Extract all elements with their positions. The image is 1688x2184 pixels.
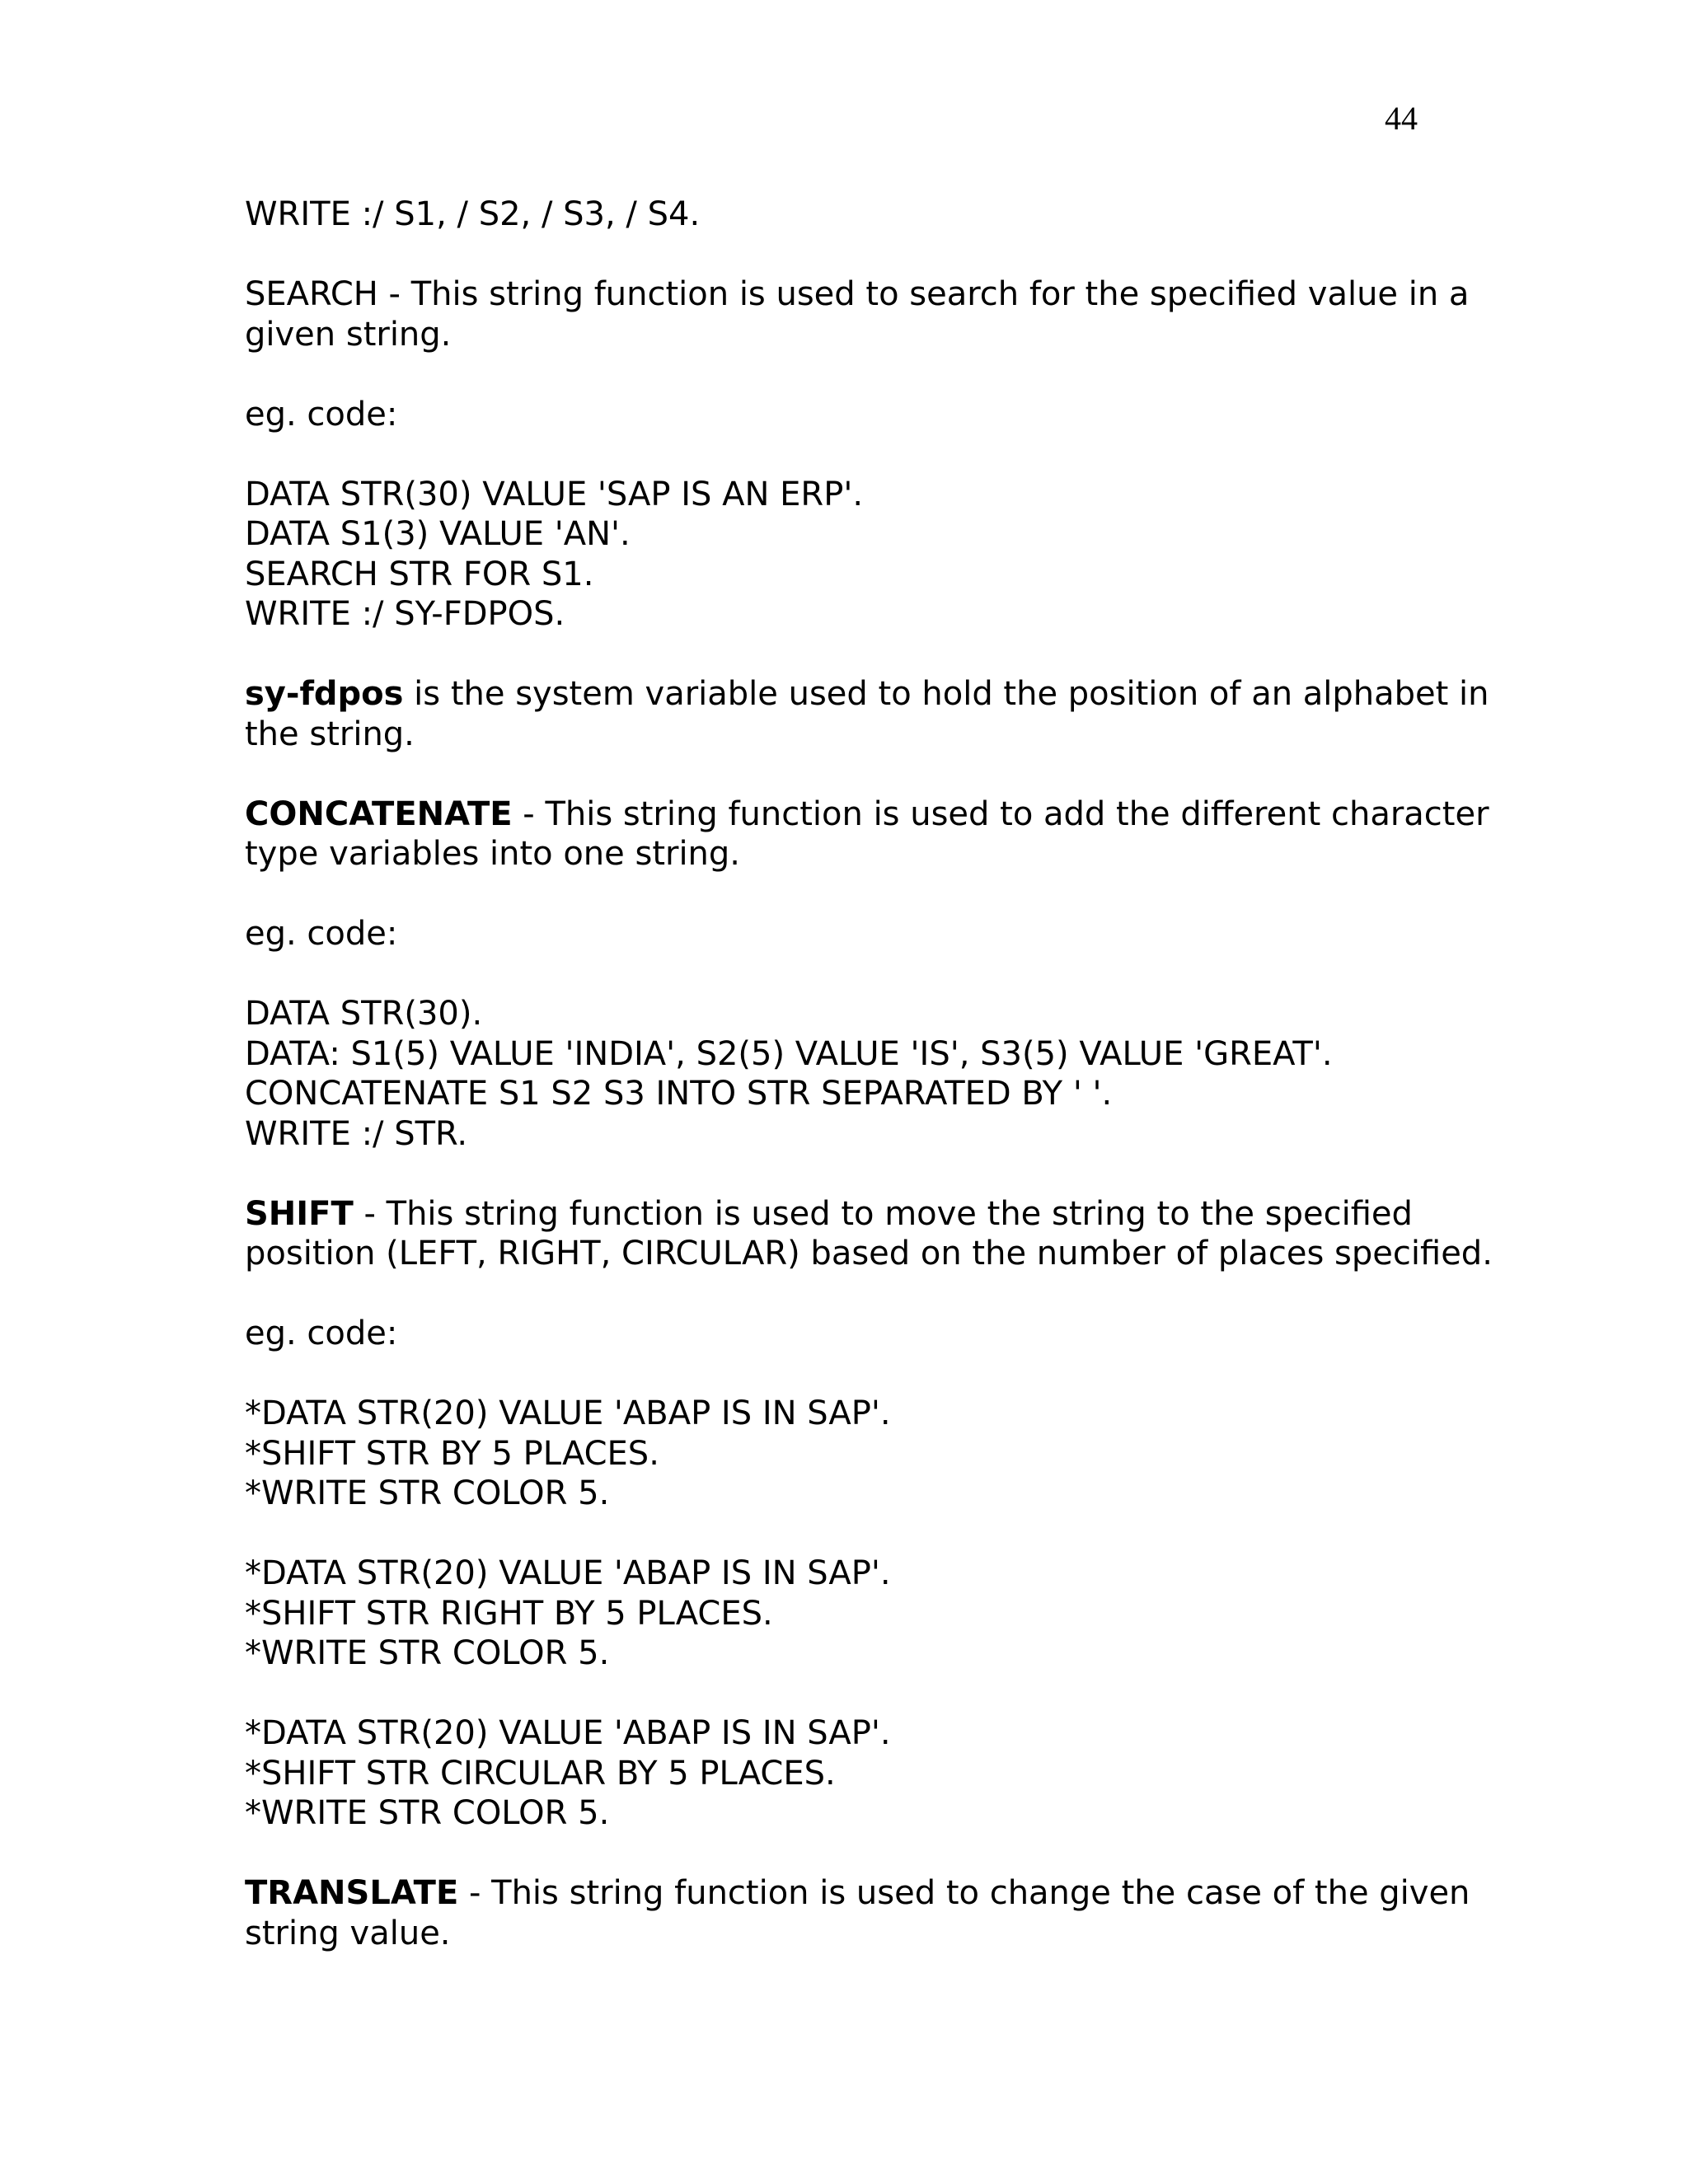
code-line: *WRITE STR COLOR 5. (245, 1794, 610, 1832)
code-line: WRITE :/ S1, / S2, / S3, / S4. (245, 195, 701, 233)
sy-fdpos-term: sy-fdpos (245, 675, 404, 713)
concatenate-code-block (245, 994, 1531, 1154)
code-line: DATA: S1(5) VALUE 'INDIA', S2(5) VALUE 'IS', S3(5) VALUE 'GREAT'. (245, 1034, 1333, 1073)
shift-code-block-3 (245, 1713, 1531, 1834)
shift-code-block-1 (245, 1394, 1531, 1514)
translate-title: TRANSLATE (245, 1874, 459, 1912)
search-description (245, 274, 1531, 354)
code-line: WRITE :/ SY-FDPOS. (245, 595, 565, 633)
code-line: *SHIFT STR BY 5 PLACES. (245, 1434, 659, 1473)
code-line: SEARCH STR FOR S1. (245, 555, 594, 593)
page-number: 44 (1385, 100, 1418, 137)
search-title: SEARCH (245, 275, 378, 313)
sy-fdpos-desc: is the system variable used to hold the position of an alphabet in the string. (245, 675, 1489, 753)
paragraph (245, 1873, 1531, 1953)
search-desc: - This string function is used to search for the specified value in a given string. (245, 275, 1470, 354)
shift-eg-label-block (245, 1314, 1531, 1354)
translate-desc: - This string function is used to change the case of the given string value. (245, 1874, 1470, 1952)
shift-title: SHIFT (245, 1194, 354, 1233)
concatenate-eg-label-block (245, 914, 1531, 954)
sy-fdpos-description (245, 674, 1531, 754)
shift-description (245, 1194, 1531, 1274)
paragraph (245, 674, 1531, 754)
concatenate-description (245, 794, 1531, 874)
code-line: *DATA STR(20) VALUE 'ABAP IS IN SAP'. (245, 1554, 891, 1592)
paragraph (245, 274, 1531, 354)
code-line: *SHIFT STR CIRCULAR BY 5 PLACES. (245, 1754, 836, 1793)
page-content (245, 194, 1531, 1994)
eg-code-label: eg. code: (245, 395, 398, 434)
code-line: *DATA STR(20) VALUE 'ABAP IS IN SAP'. (245, 1394, 891, 1432)
code-line: DATA STR(30). (245, 995, 483, 1033)
code-line: CONCATENATE S1 S2 S3 INTO STR SEPARATED BY ' '. (245, 1075, 1113, 1113)
code-line: *SHIFT STR RIGHT BY 5 PLACES. (245, 1594, 773, 1633)
search-eg-label-block (245, 395, 1531, 435)
code-line: *WRITE STR COLOR 5. (245, 1634, 610, 1672)
shift-desc: - This string function is used to move the string to the specified position (LEFT, RIGHT, CIRCULAR) based on the number of places specified. (245, 1194, 1493, 1272)
eg-code-label: eg. code: (245, 915, 398, 953)
paragraph (245, 1194, 1531, 1274)
concatenate-title: CONCATENATE (245, 794, 513, 833)
code-line: *WRITE STR COLOR 5. (245, 1474, 610, 1512)
translate-description (245, 1873, 1531, 1953)
paragraph (245, 794, 1531, 874)
eg-code-label: eg. code: (245, 1315, 398, 1352)
code-line: WRITE :/ STR. (245, 1114, 468, 1153)
code-line: *DATA STR(20) VALUE 'ABAP IS IN SAP'. (245, 1714, 891, 1752)
search-code-block (245, 475, 1531, 635)
write-statement-block (245, 194, 1531, 235)
shift-code-block-2 (245, 1554, 1531, 1674)
code-line: DATA STR(30) VALUE 'SAP IS AN ERP'. (245, 475, 864, 513)
code-line: DATA S1(3) VALUE 'AN'. (245, 515, 631, 553)
concatenate-desc: - This string function is used to add the different character type variables into one string. (245, 794, 1489, 873)
